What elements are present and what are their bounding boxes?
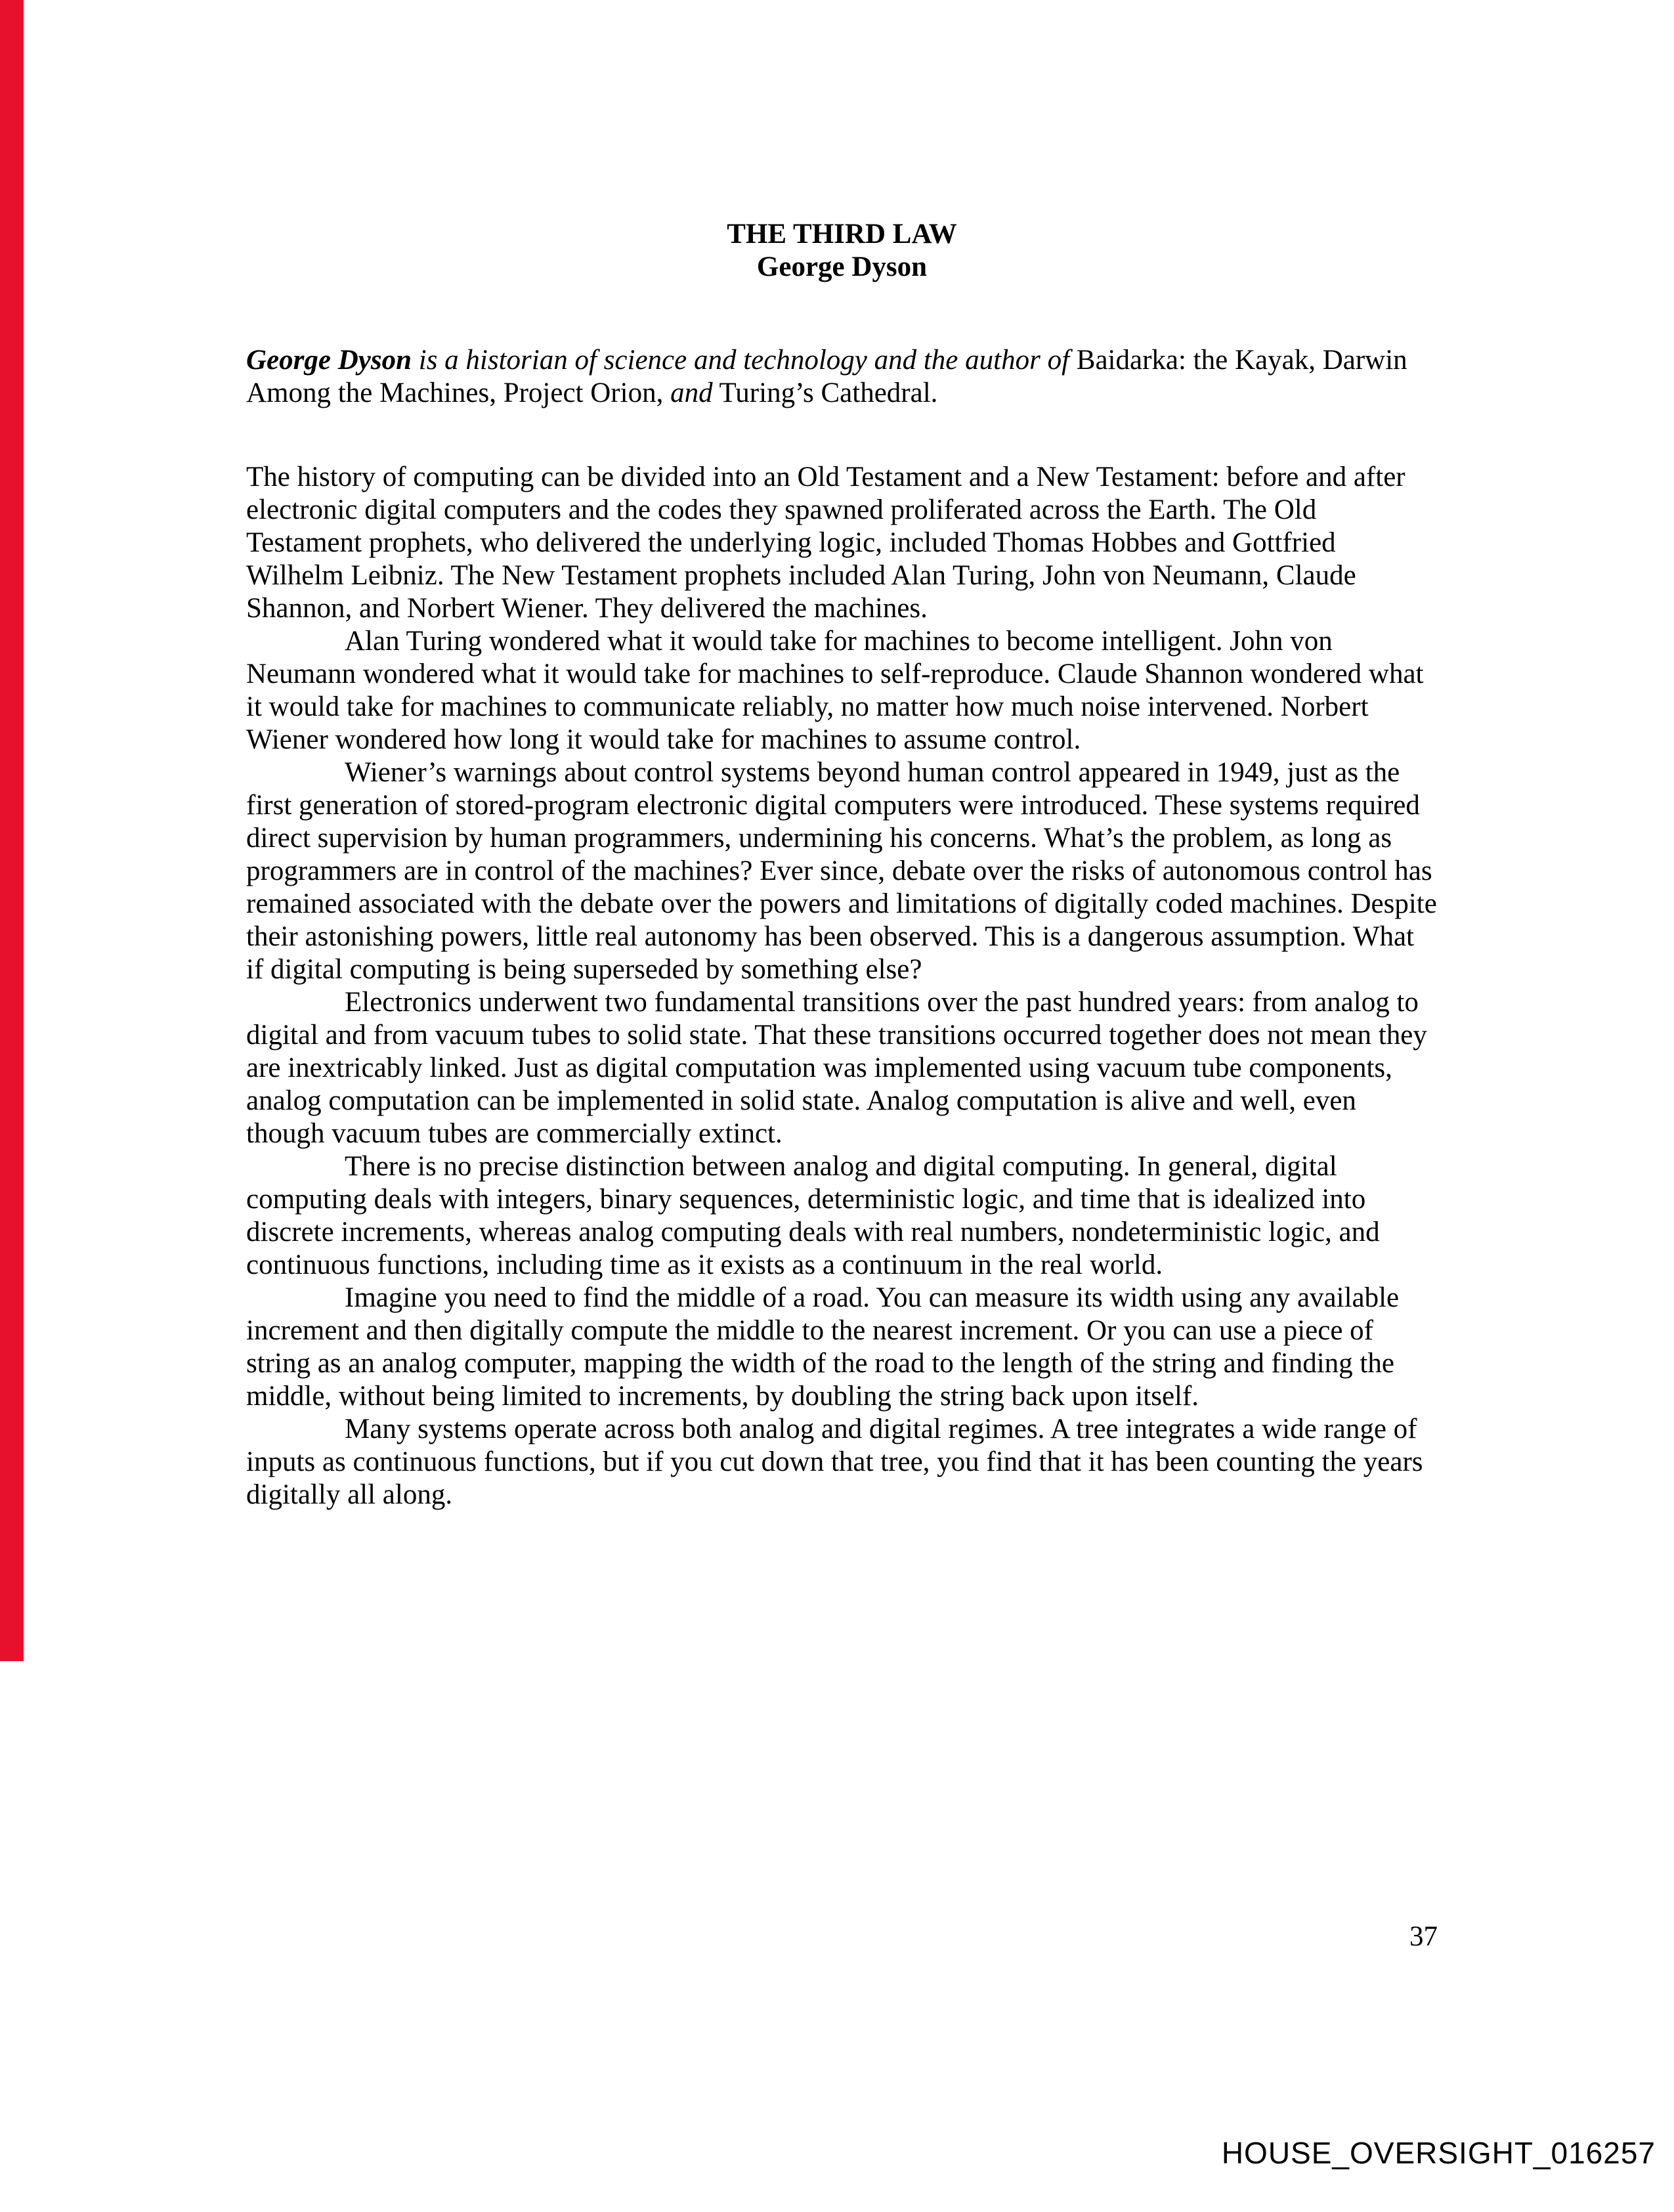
- bio-italic-and: and: [670, 378, 713, 408]
- body-paragraph: Many systems operate across both analog and digital regimes. A tree integrates a wide range of inputs as continuous functions, but if you cut down that tree, you find that it has been counting the years digitally all along.: [246, 1414, 1423, 1510]
- bio-italic-lead: is a historian of science and technology and the author of: [412, 345, 1077, 376]
- body-paragraph: Electronics underwent two fundamental transitions over the past hundred years: from analog to digital and from vacuum tubes to solid state. That these transitions occurred together does not mean they are inextricably linked. Just as digital computation was implemented using vacuum tube components, analog computation can be implemented in solid state. Analog computation is alive and well, even though vacuum tubes are commercially extinct.: [246, 987, 1427, 1149]
- document-author: George Dyson: [756, 251, 928, 282]
- document-title: THE THIRD LAW: [727, 219, 957, 249]
- bio-author-name: George Dyson: [246, 345, 412, 376]
- title-block: [246, 218, 1438, 284]
- body-paragraph: The history of computing can be divided into an Old Testament and a New Testament: before and after electronic digital computers and the codes they spawned proliferated across the Earth. The Old Testament prophets, who delivered the underlying logic, included Thomas Hobbes and Gottfried Wilhelm Leibniz. The New Testament prophets included Alan Turing, John von Neumann, Claude Shannon, and Norbert Wiener. They delivered the machines.: [246, 462, 1406, 624]
- author-bio: [246, 344, 1438, 410]
- red-margin-bar: [0, 0, 24, 1661]
- bio-last-title: Turing’s Cathedral.: [712, 378, 938, 408]
- document-content: [246, 218, 1438, 1511]
- page-number: 37: [1409, 1921, 1438, 1952]
- body-paragraph: Wiener’s warnings about control systems beyond human control appeared in 1949, just as the first generation of stored-program electronic digital computers were introduced. These systems required direct supervision by human programmers, undermining his concerns. What’s the problem, as long as programmers are in control of the machines? Ever since, debate over the risks of autonomous control has remained associated with the debate over the powers and limitations of digitally coded machines. Despite their astonishing powers, little real autonomy has been observed. This is a dangerous assumption. What if digital computing is being superseded by something else?: [246, 757, 1437, 985]
- body-paragraph: There is no precise distinction between analog and digital computing. In general, digital computing deals with integers, binary sequences, deterministic logic, and time that is idealized into discrete increments, whereas analog computing deals with real numbers, nondeterministic logic, and continuous functions, including time as it exists as a continuum in the real world.: [246, 1151, 1380, 1280]
- bates-number: HOUSE_OVERSIGHT_016257: [1221, 2136, 1656, 2170]
- body-paragraph: Imagine you need to find the middle of a road. You can measure its width using any available increment and then digitally compute the middle to the nearest increment. Or you can use a piece of string as an analog computer, mapping the width of the road to the length of the string and finding the middle, without being limited to increments, by doubling the string back upon itself.: [246, 1282, 1400, 1412]
- body-paragraph: Alan Turing wondered what it would take for machines to become intelligent. John von Neumann wondered what it would take for machines to self-reproduce. Claude Shannon wondered what it would take for machines to communicate reliably, no matter how much noise intervened. Norbert Wiener wondered how long it would take for machines to assume control.: [246, 626, 1424, 755]
- bio-book-titles: Baidarka: the Kayak, Darwin Among the Machines, Project Orion,: [246, 345, 1407, 408]
